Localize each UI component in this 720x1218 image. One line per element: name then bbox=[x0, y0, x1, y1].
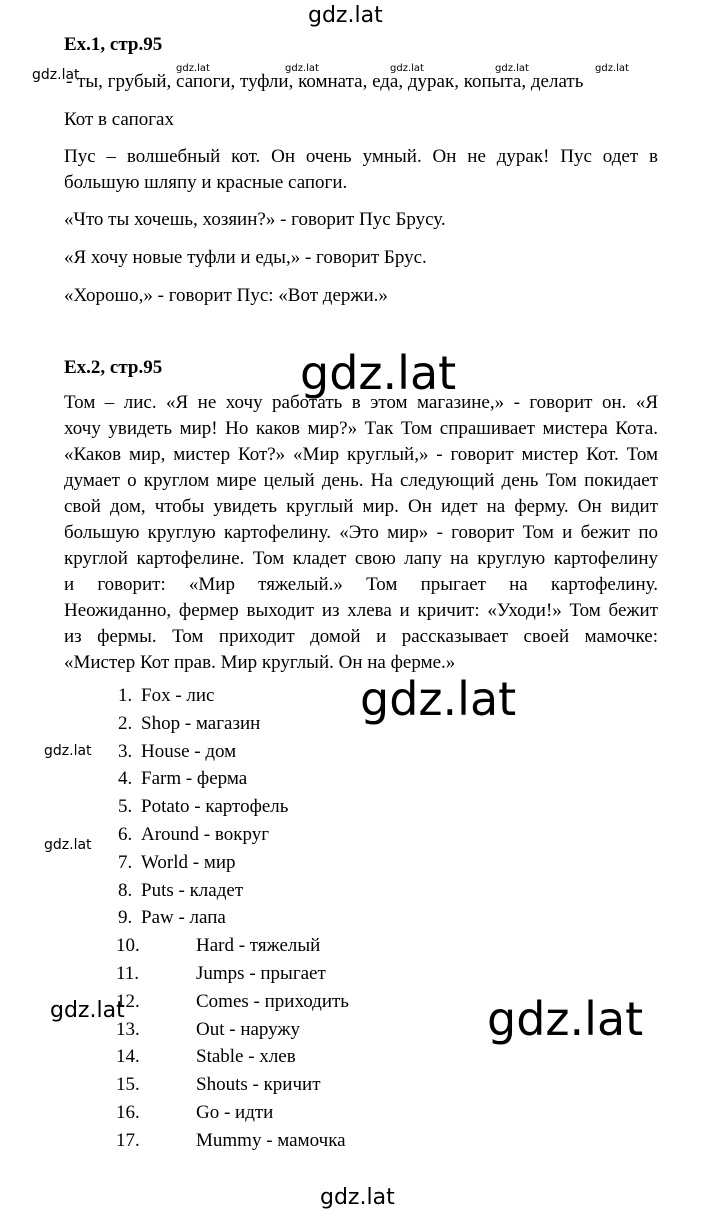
ex2-story-line: хочу увидеть мир! Но каков мир?» Так Том спрашивает мистера Кота. bbox=[64, 418, 658, 439]
dialog-line-3: «Хорошо,» - говорит Пус: «Вот держи.» bbox=[64, 285, 388, 306]
ex2-story-line: и говорит: «Мир тяжелый.» Том прыгает на картофелину. bbox=[64, 574, 658, 595]
vocab-text: House - дом bbox=[141, 740, 237, 762]
watermark-top: gdz.lat bbox=[308, 3, 383, 28]
ex2-story-line: думает о круглом мире целый день. На следующий день Том покидает bbox=[64, 470, 658, 491]
ex1-paragraph-line: большую шляпу и красные сапоги. bbox=[64, 172, 348, 193]
vocab-number: 8. bbox=[118, 879, 133, 901]
watermark-small: gdz.lat bbox=[44, 837, 92, 853]
vocab-number: 3. bbox=[118, 740, 133, 762]
watermark-small: gdz.lat bbox=[44, 743, 92, 759]
vocab-text: Mummy - мамочка bbox=[196, 1129, 346, 1151]
watermark-tiny: gdz.lat bbox=[285, 63, 319, 74]
watermark-large: gdz.lat bbox=[360, 672, 517, 726]
vocab-text: Go - идти bbox=[196, 1102, 274, 1123]
ex2-story-line: Неожиданно, фермер выходит из хлева и кричит: «Уходи!» Том бежит bbox=[64, 600, 658, 621]
watermark-tiny: gdz.lat bbox=[390, 63, 424, 74]
vocab-text: Around - вокруг bbox=[141, 824, 269, 845]
dialog-line-1: «Что ты хочешь, хозяин?» - говорит Пус Брусу. bbox=[64, 209, 446, 230]
watermark-tiny: gdz.lat bbox=[176, 63, 210, 74]
vocab-text: Potato - картофель bbox=[141, 796, 289, 818]
watermark-medium: gdz.lat bbox=[50, 998, 125, 1023]
vocab-number: 11. bbox=[116, 963, 140, 984]
story-title: Кот в сапогах bbox=[64, 109, 174, 130]
ex2-story-line: Том – лис. «Я не хочу работать в этом магазине,» - говорит он. «Я bbox=[64, 392, 658, 413]
watermark-large: gdz.lat bbox=[487, 992, 644, 1046]
vocab-text: Fox - лис bbox=[141, 685, 215, 706]
vocab-number: 17. bbox=[116, 1129, 140, 1151]
vocab-text: Jumps - прыгает bbox=[196, 963, 326, 984]
ex2-story-line: большую круглую картофелину. «Это мир» - говорит Том и бежит по bbox=[64, 522, 658, 543]
vocab-text: Puts - кладет bbox=[141, 879, 244, 901]
ex1-paragraph bbox=[64, 144, 658, 196]
vocab-number: 16. bbox=[116, 1102, 140, 1123]
ex2-story-line: «Мистер Кот прав. Мир круглый. Он на ферме.» bbox=[64, 652, 456, 673]
ex2-heading: Ex.2, стр.95 bbox=[64, 357, 163, 378]
vocab-number: 14. bbox=[116, 1046, 140, 1068]
vocab-number: 15. bbox=[116, 1074, 140, 1096]
vocab-text: Stable - хлев bbox=[196, 1046, 296, 1068]
vocab-text: Farm - ферма bbox=[141, 768, 248, 790]
vocab-number: 9. bbox=[118, 907, 133, 929]
watermark-tiny: gdz.lat bbox=[595, 63, 629, 74]
watermark-tiny: gdz.lat bbox=[495, 63, 529, 74]
vocab-number: 4. bbox=[118, 768, 133, 790]
vocab-text: Hard - тяжелый bbox=[196, 935, 321, 957]
vocab-text: Paw - лапа bbox=[141, 907, 226, 929]
ex2-story-line: «Каков мир, мистер Кот?» «Мир круглый,» - говорит мистер Кот. Том bbox=[64, 444, 658, 465]
ex1-heading: Ex.1, стр.95 bbox=[64, 34, 163, 55]
vocab-number: 1. bbox=[118, 685, 133, 706]
watermark-small: gdz.lat bbox=[32, 67, 80, 83]
vocab-text: Shouts - кричит bbox=[196, 1074, 321, 1096]
vocab-number: 7. bbox=[118, 851, 133, 873]
vocab-number: 10. bbox=[116, 935, 140, 957]
ex2-story-line: из фермы. Том приходит домой и рассказывает своей мамочке: bbox=[64, 626, 658, 647]
vocab-number: 13. bbox=[116, 1018, 140, 1040]
watermark-large: gdz.lat bbox=[300, 346, 457, 400]
ex2-story bbox=[64, 390, 658, 676]
vocab-number: 5. bbox=[118, 796, 133, 818]
vocab-number: 2. bbox=[118, 712, 133, 734]
ex2-story-line: свой дом, чтобы увидеть круглый мир. Он идет на ферму. Он видит bbox=[64, 496, 658, 517]
ex1-words-line: - ты, грубый, сапоги, туфли, комната, еда, дурак, копыта, делать bbox=[66, 71, 584, 92]
vocab-number: 12. bbox=[116, 990, 140, 1012]
dialog-line-2: «Я хочу новые туфли и еды,» - говорит Брус. bbox=[64, 247, 427, 268]
vocab-text: Out - наружу bbox=[196, 1018, 301, 1040]
vocab-text: Comes - приходить bbox=[196, 990, 349, 1012]
watermark-bottom: gdz.lat bbox=[320, 1185, 395, 1210]
vocab-text: World - мир bbox=[141, 851, 236, 873]
vocab-text: Shop - магазин bbox=[141, 712, 261, 734]
ex2-story-line: круглой картофелине. Том кладет свою лапу на круглую картофелину bbox=[64, 548, 658, 569]
vocab-number: 6. bbox=[118, 824, 133, 845]
ex1-paragraph-line: Пус – волшебный кот. Он очень умный. Он не дурак! Пус одет в bbox=[64, 146, 658, 167]
